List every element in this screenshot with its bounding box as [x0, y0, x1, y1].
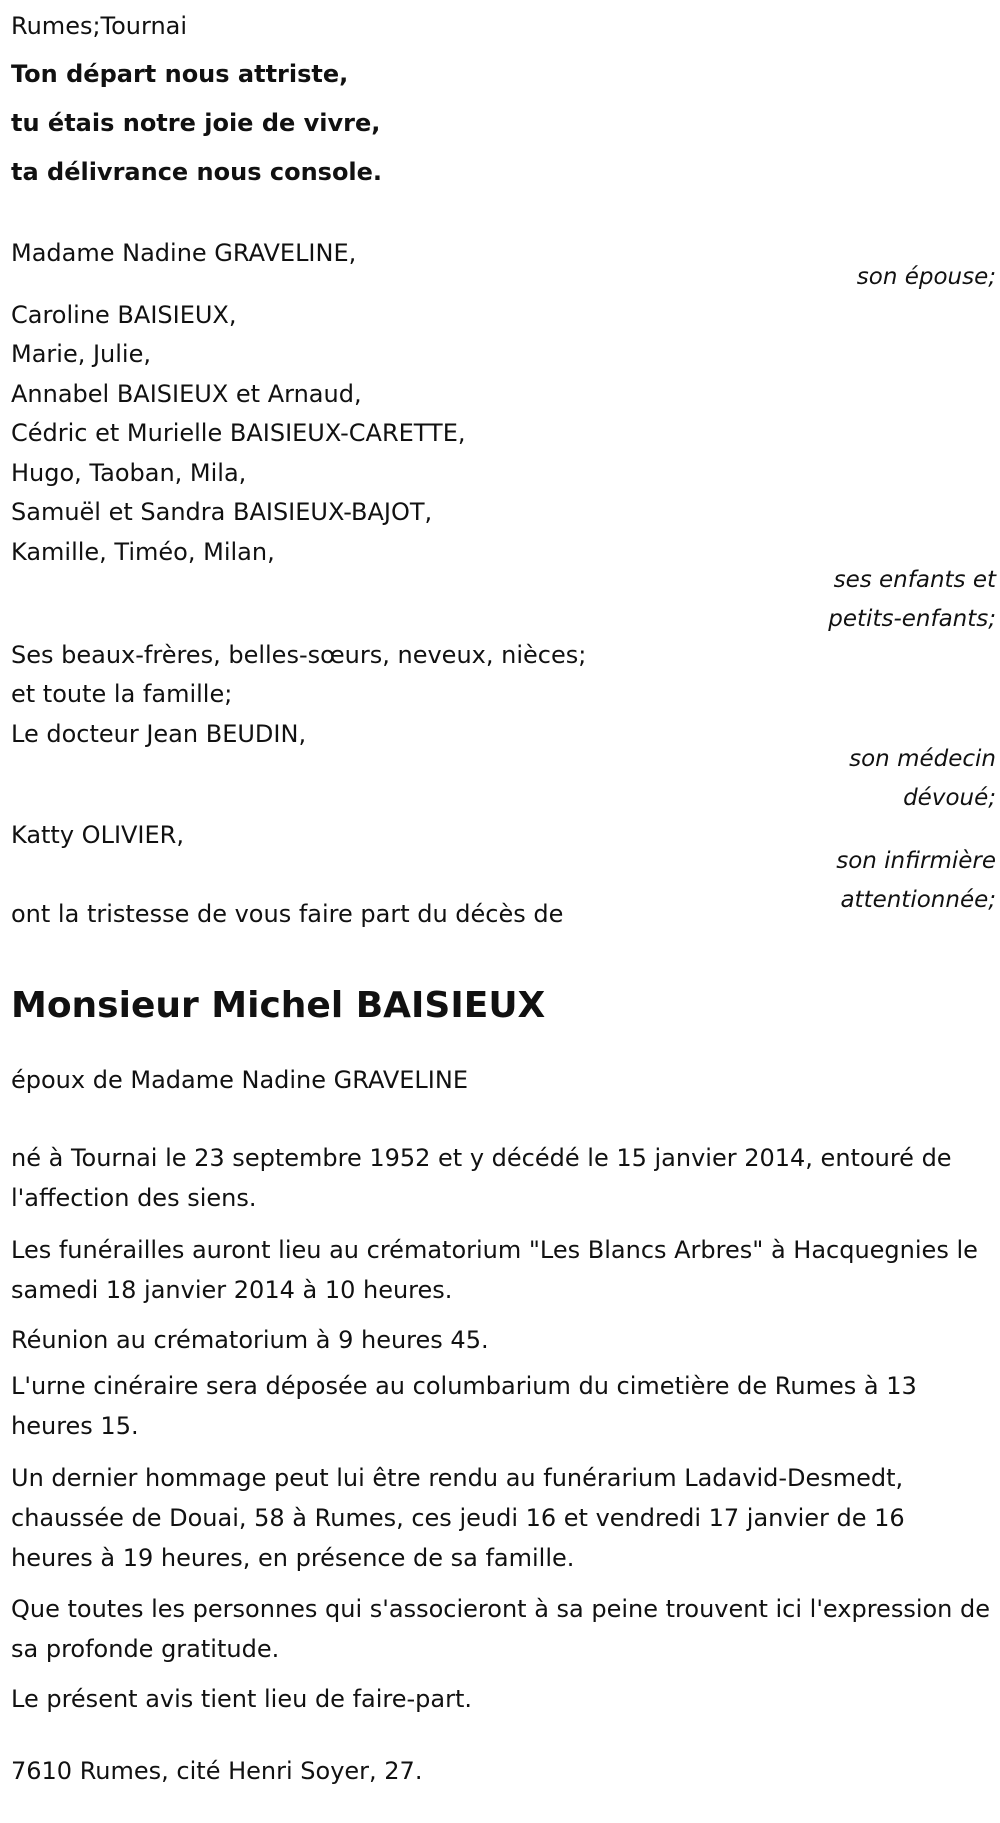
child-line: Annabel BAISIEUX et Arnaud, [11, 380, 362, 408]
child-line: Caroline BAISIEUX, [11, 301, 237, 329]
child-line: Kamille, Timéo, Milan, [11, 538, 275, 566]
relatives-line: Ses beaux-frères, belles-sœurs, neveux, nièces; [11, 641, 587, 669]
verse-line: Ton départ nous attriste, [11, 60, 349, 88]
notice-paragraph: Le présent avis tient lieu de faire-part. [11, 1685, 473, 1713]
child-line: Hugo, Taoban, Mila, [11, 459, 247, 487]
address-line: 7610 Rumes, cité Henri Soyer, 27. [11, 1757, 423, 1785]
announcement-line: ont la tristesse de vous faire part du décès de [11, 900, 564, 928]
doctor-role: dévoué; [903, 785, 996, 811]
funeral-paragraph: Les funérailles auront lieu au crématorium "Les Blancs Arbres" à Hacquegnies le samedi 18 janvier 2014 à 10 heures. [11, 1236, 978, 1304]
children-role: petits-enfants; [828, 606, 996, 632]
child-line: Cédric et Murielle BAISIEUX-CARETTE, [11, 419, 466, 447]
spouse-role: son épouse; [856, 264, 996, 290]
gratitude-paragraph: Que toutes les personnes qui s'associeront à sa peine trouvent ici l'expression de sa profonde gratitude. [11, 1595, 991, 1663]
place-header: Rumes;Tournai [11, 12, 188, 40]
nurse-name: Katty OLIVIER, [11, 821, 184, 849]
urn-paragraph: L'urne cinéraire sera déposée au columbarium du cimetière de Rumes à 13 heures 15. [11, 1372, 917, 1440]
verse-line: ta délivrance nous console. [11, 158, 383, 186]
deceased-name: Monsieur Michel BAISIEUX [11, 985, 546, 1026]
nurse-role: son infirmière [836, 848, 996, 874]
child-line: Marie, Julie, [11, 340, 151, 368]
children-role: ses enfants et [833, 567, 996, 593]
verse-line: tu étais notre joie de vivre, [11, 109, 381, 137]
doctor-name: Le docteur Jean BEUDIN, [11, 720, 307, 748]
spouse-name: Madame Nadine GRAVELINE, [11, 239, 357, 267]
spouse-of-line: époux de Madame Nadine GRAVELINE [11, 1066, 468, 1094]
doctor-role: son médecin [849, 746, 996, 772]
meeting-paragraph: Réunion au crématorium à 9 heures 45. [11, 1326, 489, 1354]
birth-death-paragraph: né à Tournai le 23 septembre 1952 et y décédé le 15 janvier 2014, entouré de l'affection des siens. [11, 1144, 952, 1212]
relatives-line: et toute la famille; [11, 680, 233, 708]
child-line: Samuël et Sandra BAISIEUX-BAJOT, [11, 498, 433, 526]
nurse-role: attentionnée; [840, 887, 996, 913]
tribute-paragraph: Un dernier hommage peut lui être rendu au funérarium Ladavid-Desmedt, chaussée de Douai, 58 à Rumes, ces jeudi 16 et vendredi 17 janvier de 16 heures à 19 heures, en présence de sa famille. [11, 1464, 905, 1572]
